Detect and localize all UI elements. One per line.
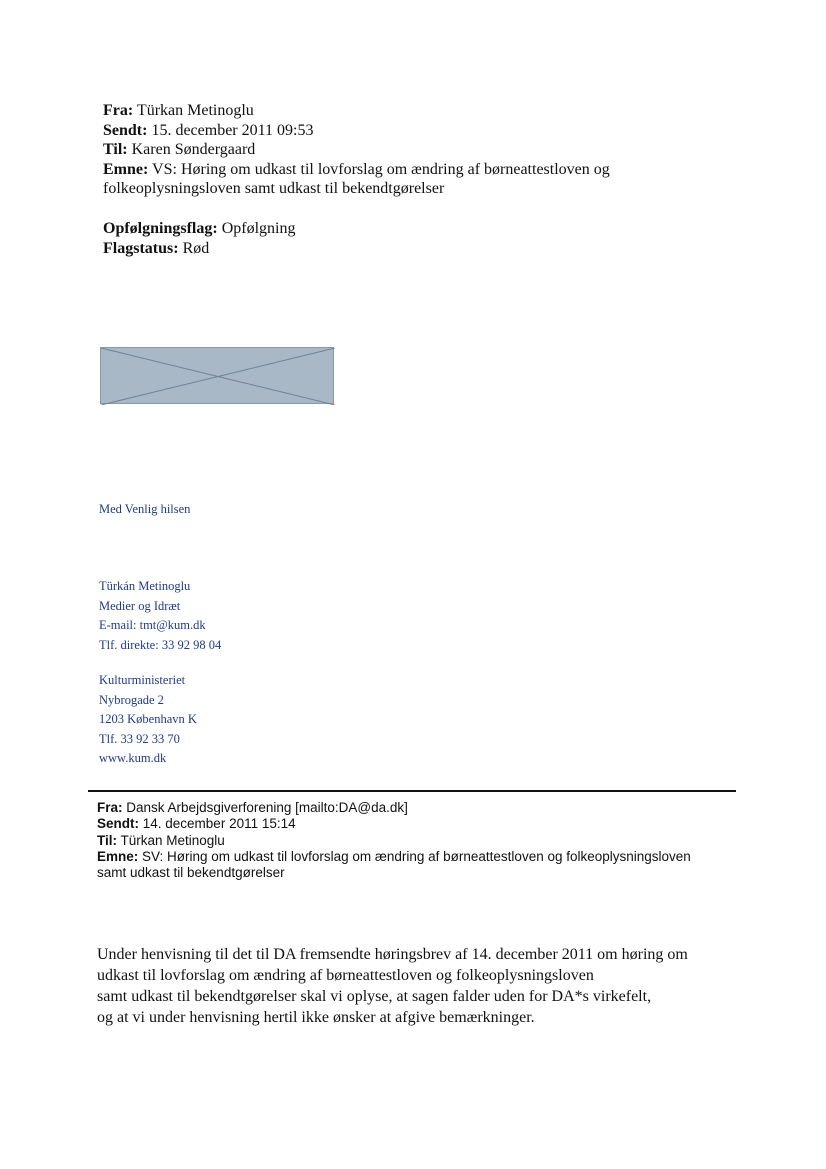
email-header <box>103 101 703 199</box>
image-cross-icon <box>101 348 335 405</box>
fwd-to-value: Türkan Metinoglu <box>120 832 225 848</box>
sent-value: 15. december 2011 09:53 <box>151 121 314 139</box>
signature-org: Kulturministeriet <box>99 673 186 687</box>
body-line-4: og at vi under henvisning hertil ikke ønsker at afgive bemærkninger. <box>97 1009 535 1026</box>
signature-city: 1203 København K <box>99 712 197 726</box>
fwd-sent-value: 14. december 2011 15:14 <box>142 816 296 832</box>
subject-label: Emne: <box>103 160 149 178</box>
body-line-2: udkast til lovforslag om ændring af børneattestloven og folkeoplysningsloven <box>97 967 594 984</box>
body-line-1: Under henvisning til det til DA fremsendte høringsbrev af 14. december 2011 om høring om <box>97 946 688 963</box>
to-label: Til: <box>103 141 128 159</box>
fwd-sent-label: Sendt: <box>97 816 139 832</box>
fwd-to-label: Til: <box>97 832 117 848</box>
followup-label: Opfølgningsflag: <box>103 220 218 237</box>
fwd-sent-row <box>97 816 737 832</box>
signature-name: Türkán Metinoglu <box>99 579 191 593</box>
fwd-subject-row <box>97 849 737 865</box>
fwd-subject-line-2: samt udkast til bekendtgørelser <box>97 865 285 881</box>
subject-row <box>103 160 703 180</box>
followup-value: Opfølgning <box>221 220 296 237</box>
sent-row <box>103 121 703 141</box>
fwd-subject-line-1: SV: Høring om udkast til lovforslag om ændring af børneattestloven og folkeoplysningsloven <box>142 848 691 864</box>
signature-phone: Tlf. 33 92 33 70 <box>99 731 180 746</box>
sent-label: Sendt: <box>103 121 148 139</box>
forward-separator <box>88 790 736 792</box>
signature-phone-direct: Tlf. direkte: 33 92 98 04 <box>99 637 222 652</box>
flagstatus-label: Flagstatus: <box>103 240 179 257</box>
forwarded-header <box>97 800 737 881</box>
signature-organization <box>99 671 197 769</box>
from-value: Türkan Metinoglu <box>136 102 254 119</box>
fwd-subject-label: Emne: <box>97 848 139 864</box>
signature-greeting: Med Venlig hilsen <box>99 502 191 516</box>
signature-department: Medier og Idræt <box>99 598 181 613</box>
fwd-from-label: Fra: <box>97 800 123 815</box>
flagstatus-row <box>103 239 295 259</box>
broken-image-placeholder <box>100 347 334 404</box>
message-body <box>97 944 737 1028</box>
from-label: Fra: <box>103 102 134 119</box>
signature-person <box>99 577 221 655</box>
subject-line-1: VS: Høring om udkast til lovforslag om ændring af børneattestloven og <box>152 160 610 178</box>
signature-email[interactable]: E-mail: tmt@kum.dk <box>99 618 206 632</box>
followup-row <box>103 219 295 239</box>
signature-web[interactable]: www.kum.dk <box>99 751 167 765</box>
fwd-from-row <box>97 800 737 816</box>
fwd-from-value: Dansk Arbejdsgiverforening [mailto:DA@da.dk] <box>126 800 408 815</box>
from-row <box>103 101 703 121</box>
body-line-3: samt udkast til bekendtgørelser skal vi oplyse, at sagen falder uden for DA*s virkefelt, <box>97 988 652 1005</box>
subject-line-2: folkeoplysningsloven samt udkast til bekendtgørelser <box>103 180 445 198</box>
to-value: Karen Søndergaard <box>131 141 256 159</box>
to-row <box>103 140 703 160</box>
signature-street: Nybrogade 2 <box>99 692 164 707</box>
follow-up-flags <box>103 219 295 259</box>
flagstatus-value: Rød <box>182 240 210 257</box>
fwd-to-row <box>97 833 737 849</box>
